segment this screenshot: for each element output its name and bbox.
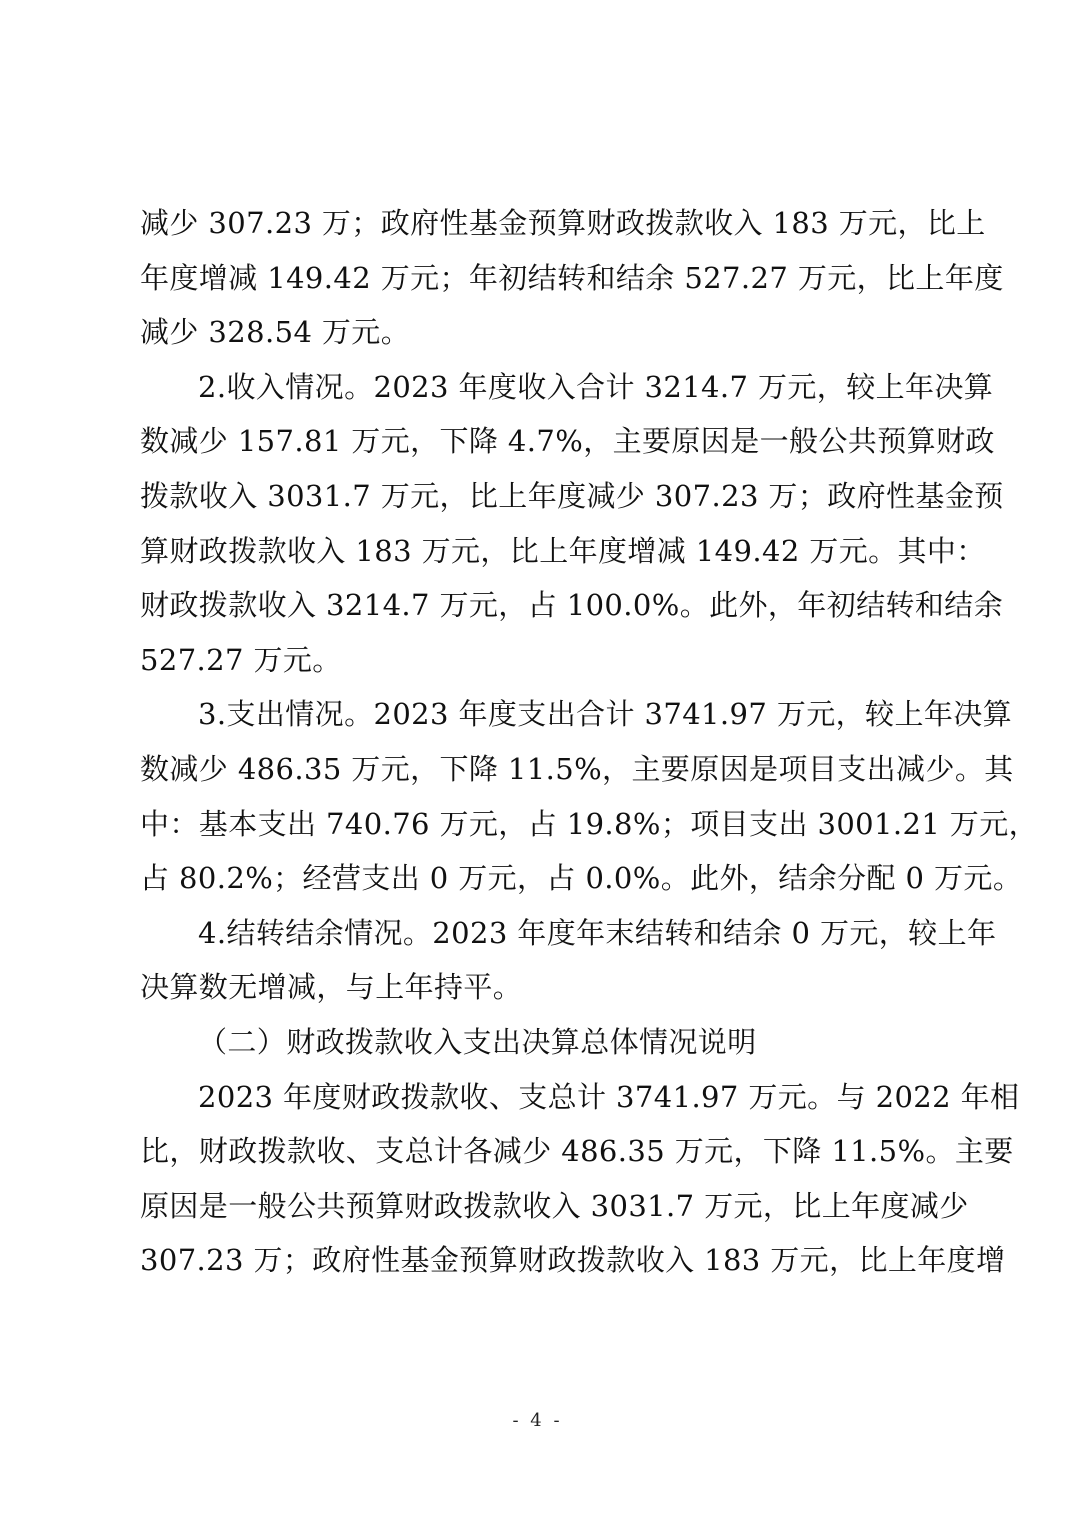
paragraph-start-line: 2.收入情况。2023 年度收入合计 3214.7 万元，较上年决算 — [198, 369, 994, 404]
text-line: 决算数无增减，与上年持平。 — [140, 970, 523, 1005]
text-line: 数减少 486.35 万元，下降 11.5%，主要原因是项目支出减少。其 — [140, 751, 1014, 786]
text-line: 财政拨款收入 3214.7 万元，占 100.0%。此外，年初结转和结余 — [140, 588, 1004, 623]
text-line: 307.23 万；政府性基金预算财政拨款收入 183 万元，比上年度增 — [140, 1243, 1006, 1278]
text-line: 中：基本支出 740.76 万元，占 19.8%；项目支出 3001.21 万元， — [140, 806, 1039, 841]
text-line: 占 80.2%；经营支出 0 万元，占 0.0%。此外，结余分配 0 万元。 — [140, 861, 1023, 896]
text-line: 算财政拨款收入 183 万元，比上年度增减 149.42 万元。其中： — [140, 533, 986, 568]
text-line: 年度增减 149.42 万元；年初结转和结余 527.27 万元，比上年度 — [140, 260, 1004, 295]
text-line: 减少 307.23 万；政府性基金预算财政拨款收入 183 万元，比上 — [140, 206, 986, 240]
page-number: - 4 - — [512, 1410, 563, 1431]
text-line: 比，财政拨款收、支总计各减少 486.35 万元，下降 11.5%。主要 — [140, 1134, 1014, 1169]
paragraph-start-line: 3.支出情况。2023 年度支出合计 3741.97 万元，较上年决算 — [198, 697, 1013, 732]
paragraph-start-line: 2023 年度财政拨款收、支总计 3741.97 万元。与 2022 年相 — [198, 1079, 1020, 1114]
text-line: 拨款收入 3031.7 万元，比上年度减少 307.23 万；政府性基金预 — [140, 478, 1004, 513]
paragraph-start-line: 4.结转结余情况。2023 年度年末结转和结余 0 万元，较上年 — [198, 915, 997, 950]
text-line: 数减少 157.81 万元，下降 4.7%，主要原因是一般公共预算财政 — [140, 424, 995, 459]
section-heading: （二）财政拨款收入支出决算总体情况说明 — [198, 1024, 757, 1059]
text-line: 原因是一般公共预算财政拨款收入 3031.7 万元，比上年度减少 — [140, 1188, 969, 1223]
document-body — [140, 196, 1039, 1288]
text-line: 减少 328.54 万元。 — [140, 315, 411, 350]
text-line: 527.27 万元。 — [140, 642, 342, 677]
